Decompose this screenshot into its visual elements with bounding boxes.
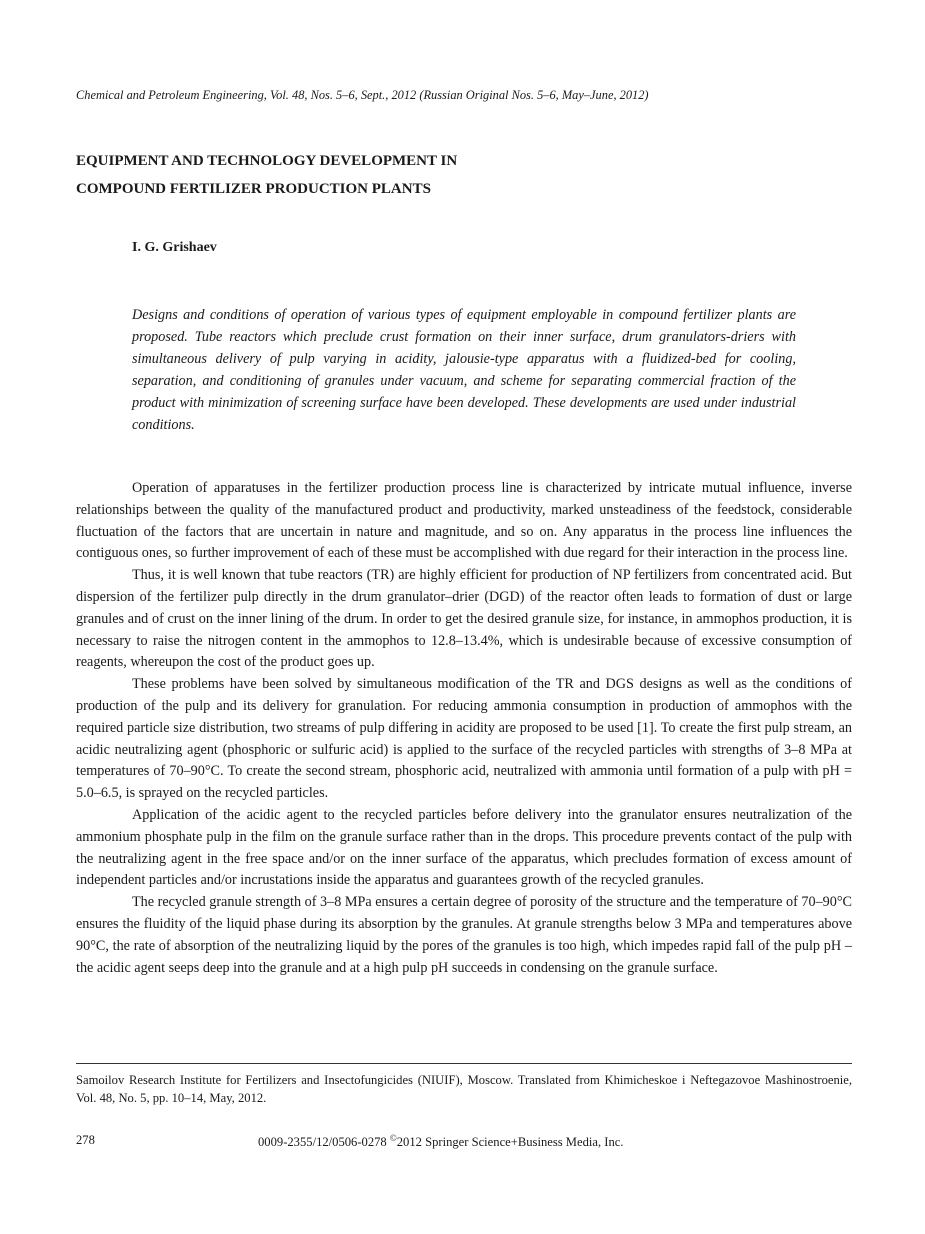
- copyright-line: [258, 1133, 623, 1150]
- page-number: 278: [76, 1133, 95, 1147]
- body-paragraph: Application of the acidic agent to the recycled particles before delivery into the granulator ensures neutralization of the ammonium phosphate pulp in the film on the granule surface rather than in the drops. This procedure prevents contact of the pulp with the neutralizing agent in the free space and/or on the inner surface of the apparatus, which precludes formation of excess amount of independent particles and/or incrustations inside the apparatus and guarantees growth of the recycled granules.: [76, 806, 852, 889]
- article-body: [76, 478, 852, 979]
- abstract: Designs and conditions of operation of various types of equipment employable in compound fertilizer plants are proposed. Tube reactors which preclude crust formation on their inner surface, drum granulators-driers with simultaneous delivery of pulp varying in acidity, jalousie-type apparatus with a fluidized-bed for cooling, separation, and conditioning of granules under vacuum, and scheme for separating commercial fraction of the product with minimization of screening surface have been developed. These developments are used under industrial conditions.: [132, 307, 796, 433]
- body-paragraph: Operation of apparatuses in the fertilizer production process line is characterized by intricate mutual influence, inverse relationships between the quality of the manufactured product and productivity, marked unsteadiness of the feedstock, considerable fluctuation of the factors that are uncertain in nature and magnitude, and so on. Any apparatus in the process line influences the contiguous ones, so further improvement of each of these must be accomplished with due regard for their interaction in the process line.: [76, 480, 852, 562]
- body-paragraph: The recycled granule strength of 3–8 MPa ensures a certain degree of porosity of the structure and the temperature of 70–90°C ensures the fluidity of the liquid phase during its absorption by the granules. At granule strengths below 3 MPa and temperatures above 90°C, the rate of absorption of the neutralizing liquid by the pores of the granules is too high, which impedes rapid fall of the pulp pH – the acidic agent seeps deep into the granule and at a high pulp pH succeeds in condensing on the granule surface.: [76, 894, 852, 976]
- footnote: Samoilov Research Institute for Fertilizers and Insectofungicides (NIUIF), Moscow. Translated from Khimicheskoe i Neftegazovoe Mashinostroenie, Vol. 48, No. 5, pp. 10–14, May, 2012.: [76, 1073, 852, 1105]
- article-title: [76, 147, 852, 203]
- title-line-1: EQUIPMENT AND TECHNOLOGY DEVELOPMENT IN: [76, 153, 458, 169]
- footnote-divider: [76, 1063, 852, 1064]
- journal-header: Chemical and Petroleum Engineering, Vol. 48, Nos. 5–6, Sept., 2012 (Russian Original Nos. 5–6, May–June, 2012): [76, 88, 649, 102]
- body-paragraph: Thus, it is well known that tube reactors (TR) are highly efficient for production of NP fertilizers from concentrated acid. But dispersion of the fertilizer pulp directly in the drum granulator–drier (DGD) of the reactor often leads to formation of dust or large granules and of crust on the inner lining of the drum. In order to get the desired granule size, for instance, in ammophos production, it is necessary to raise the nitrogen content in the ammophos to 12.8–13.4%, which is undesirable because of excessive consumption of reagents, whereupon the cost of the product goes up.: [76, 567, 852, 671]
- author-name: I. G. Grishaev: [132, 240, 217, 255]
- copyright-text: 2012 Springer Science+Business Media, Inc.: [396, 1135, 624, 1150]
- body-paragraph: These problems have been solved by simultaneous modification of the TR and DGS designs as well as the conditions of production of the pulp and its delivery for granulation. For reducing ammonia consumption in production of ammophos with the required particle size distribution, two streams of pulp differing in acidity are proposed to be used [1]. To create the first pulp stream, an acidic neutralizing agent (phosphoric or sulfuric acid) is applied to the surface of the recycled particles with strengths of 3–8 MPa at temperatures of 70–90°C. To create the second stream, phosphoric acid, neutralized with ammonia until formation of a pulp with pH = 5.0–6.5, is sprayed on the recycled particles.: [76, 676, 852, 802]
- title-line-2: COMPOUND FERTILIZER PRODUCTION PLANTS: [76, 181, 431, 197]
- issn-code: 0009-2355/12/0506-0278: [258, 1135, 390, 1150]
- copyright-icon: ©: [389, 1133, 397, 1143]
